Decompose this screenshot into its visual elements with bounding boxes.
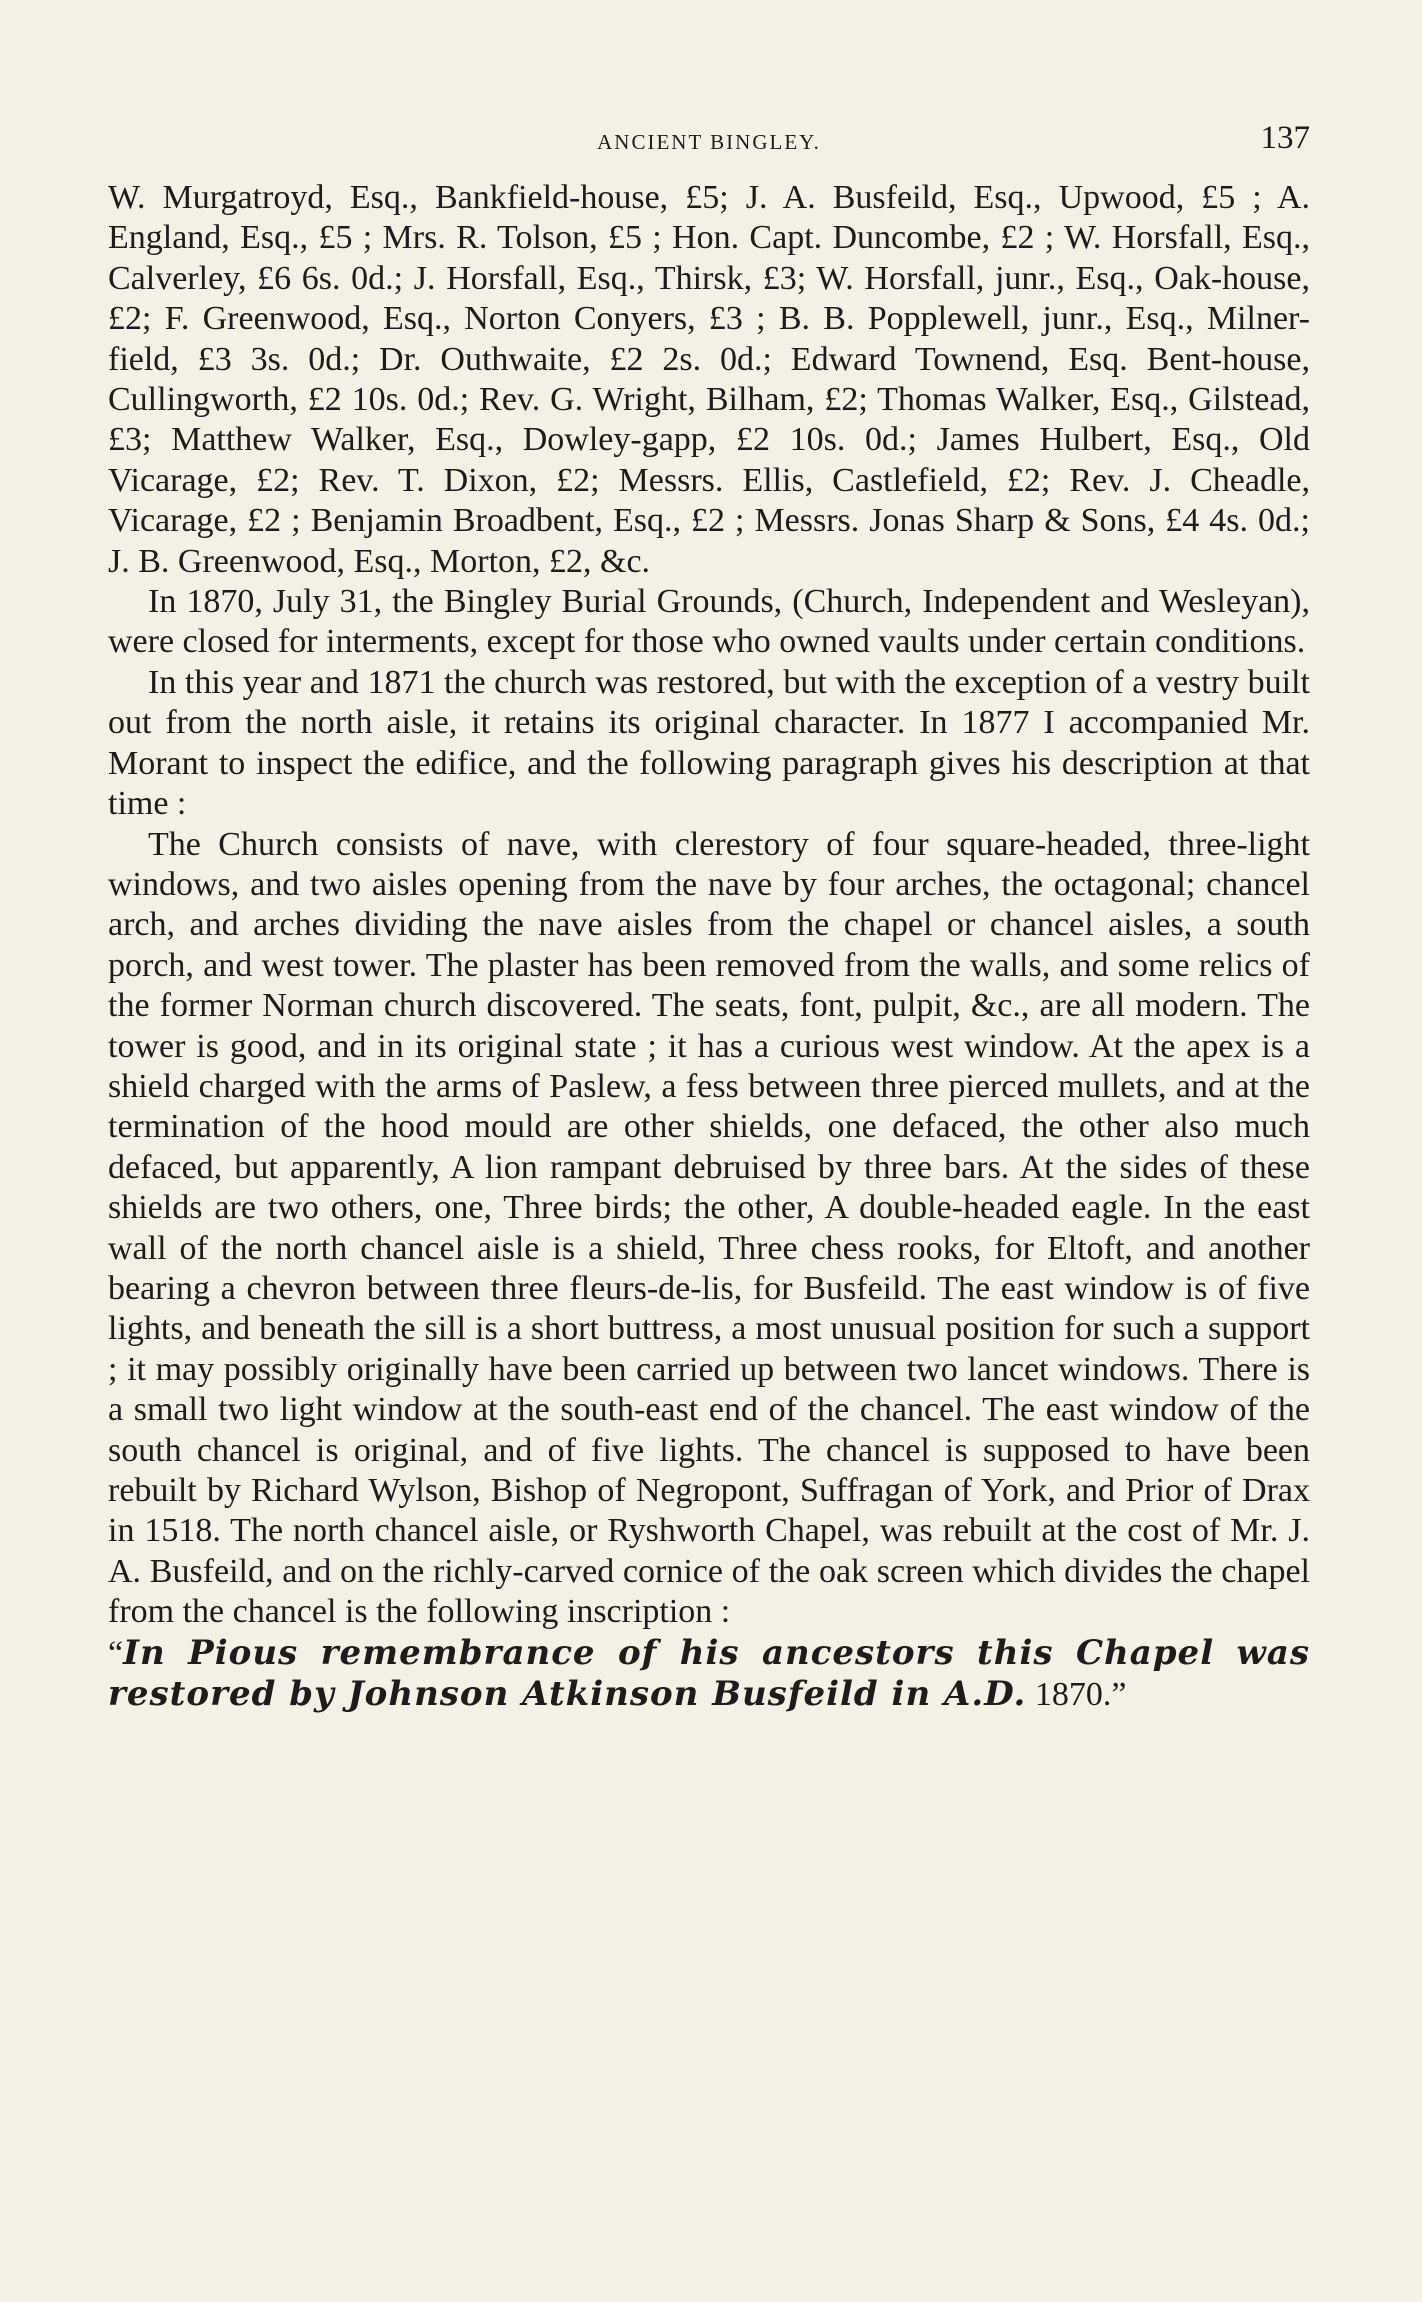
restoration-paragraph: In this year and 1871 the church was restored, but with the exception of a vestry built out from the north aisle, it retains its original character. In 1877 I accompanied Mr. Morant to inspect the edifice, and the following paragraph gives his description at that time :	[108, 663, 1310, 823]
page-number: 137	[1260, 120, 1310, 156]
running-header	[108, 120, 1310, 170]
inscription-blackletter-text: In Pious remembrance of his ancestors this Chapel was restored by Johnson Atkinson Busfeild in A.D.	[108, 1632, 1310, 1715]
inscription-open-quote: “	[108, 1634, 124, 1672]
burial-grounds-paragraph: In 1870, July 31, the Bingley Burial Grounds, (Church, Independent and Wesleyan), were closed for interments, except for those who owned vaults under certain conditions.	[108, 583, 1310, 661]
subscription-list-paragraph: W. Murgatroyd, Esq., Bankfield-house, £5; J. A. Busfeild, Esq., Upwood, £5 ; A. England, Esq., £5 ; Mrs. R. Tolson, £5 ; Hon. Capt. Duncombe, £2 ; W. Horsfall, Esq., Calverley, £6 6s. 0d.; J. Horsfall, Esq., Thirsk, £3; W. Horsfall, junr., Esq., Oak-house, £2; F. Greenwood, Esq., Norton Conyers, £3 ; B. B. Popplewell, junr., Esq., Milner-field, £3 3s. 0d.; Dr. Outhwaite, £2 2s. 0d.; Edward Townend, Esq. Bent-house, Cullingworth, £2 10s. 0d.; Rev. G. Wright, Bilham, £2; Thomas Walker, Esq., Gilstead, £3; Matthew Walker, Esq., Dowley-gapp, £2 10s. 0d.; James Hulbert, Esq., Old Vicarage, £2; Rev. T. Dixon, £2; Messrs. Ellis, Castlefield, £2; Rev. J. Cheadle, Vicarage, £2 ; Benjamin Broadbent, Esq., £2 ; Messrs. Jonas Sharp & Sons, £4 4s. 0d.; J. B. Greenwood, Esq., Morton, £2, &c.	[108, 179, 1310, 580]
church-description-paragraph: The Church consists of nave, with clerestory of four square-headed, three-light windows, and two aisles opening from the nave by four arches, the octagonal; chancel arch, and arches dividing the nave aisles from the chapel or chancel aisles, a south porch, and west tower. The plaster has been removed from the walls, and some relics of the former Norman church discovered. The seats, font, pulpit, &c., are all modern. The tower is good, and in its original state ; it has a curious west window. At the apex is a shield charged with the arms of Paslew, a fess between three pierced mullets, and at the termination of the hood mould are other shields, one defaced, the other also much defaced, but apparently, A lion rampant debruised by three bars. At the sides of these shields are two others, one, Three birds; the other, A double-headed eagle. In the east wall of the north chancel aisle is a shield, Three chess rooks, for Eltoft, and another bearing a chevron between three fleurs-de-lis, for Busfeild. The east window is of five lights, and beneath the sill is a short buttress, a most unusual position for such a support ; it may possibly originally have been carried up between two lancet windows. There is a small two light window at the south-east end of the chancel. The east window of the south chancel is original, and of five lights. The chancel is supposed to have been rebuilt by Richard Wylson, Bishop of Negropont, Suffragan of York, and Prior of Drax in 1518. The north chancel aisle, or Ryshworth Chapel, was rebuilt at the cost of Mr. J. A. Busfeild, and on the richly-carved cornice of the oak screen which divides the chapel from the chancel is the following inscription :	[108, 825, 1310, 1631]
inscription-year: 1870.	[1034, 1676, 1112, 1714]
inscription-paragraph	[108, 1633, 1310, 1716]
inscription-close-quote: ”	[1111, 1676, 1127, 1714]
body-text	[108, 178, 1310, 1715]
running-head-title: ANCIENT BINGLEY.	[597, 130, 821, 154]
book-page	[108, 120, 1310, 1715]
